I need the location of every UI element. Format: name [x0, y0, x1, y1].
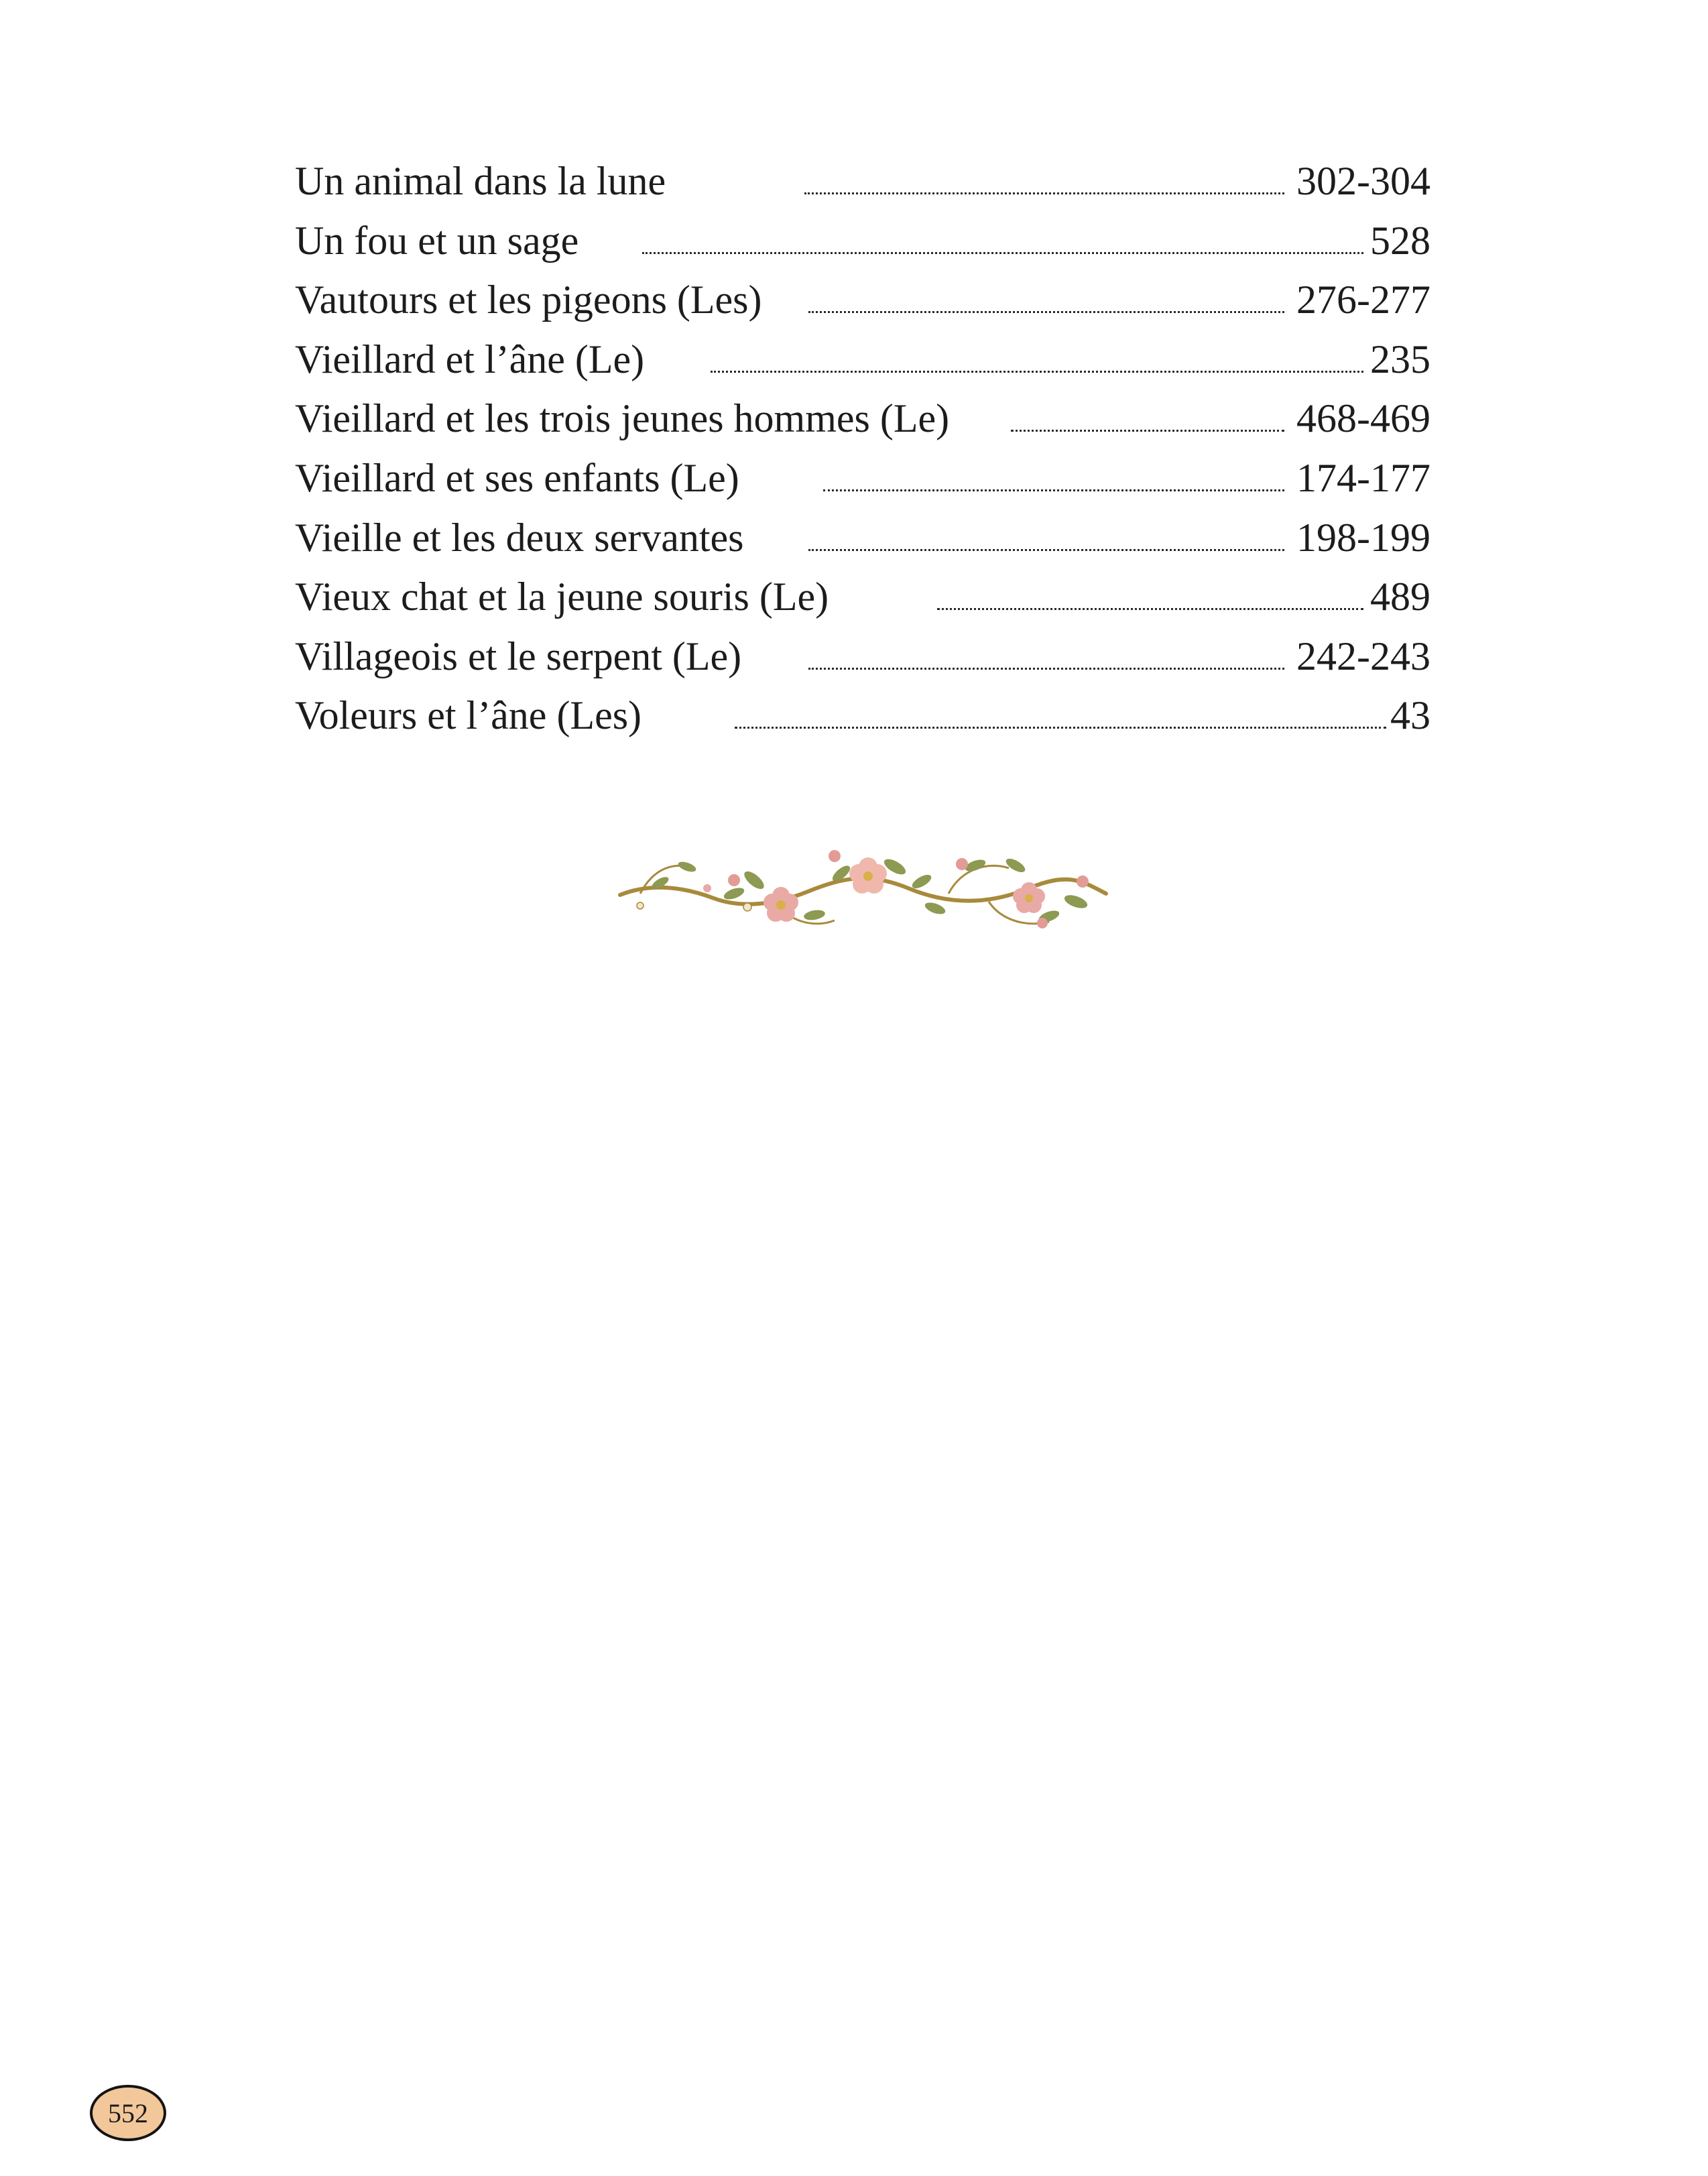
toc-entry-title: Vieille et les deux servantes: [295, 515, 744, 560]
toc-entry-pages: 198-199: [1296, 515, 1430, 560]
table-of-contents: [295, 152, 1430, 745]
toc-dot-leader: [642, 211, 1363, 271]
toc-entry-pages: 528: [1370, 218, 1430, 263]
toc-entry: [295, 389, 1430, 448]
page-number: 552: [108, 2098, 148, 2128]
toc-entry: [295, 508, 1430, 568]
toc-entry-title: Vieillard et l’âne (Le): [295, 337, 645, 381]
toc-entry-title: Vautours et les pigeons (Les): [295, 278, 762, 322]
toc-entry: [295, 448, 1430, 508]
page-number-badge: [90, 2085, 166, 2141]
toc-entry: [295, 270, 1430, 330]
toc-dot-leader: [808, 508, 1284, 568]
toc-dot-leader: [808, 270, 1284, 330]
toc-dot-leader: [808, 627, 1284, 686]
toc-entry: [295, 152, 1430, 211]
toc-dot-leader: [823, 448, 1284, 508]
toc-entry-title: Vieux chat et la jeune souris (Le): [295, 575, 829, 619]
toc-entry-pages: 174-177: [1296, 455, 1430, 500]
toc-entry-pages: 489: [1370, 575, 1430, 619]
toc-entry-title: Voleurs et l’âne (Les): [295, 693, 642, 738]
toc-dot-leader: [804, 152, 1284, 211]
toc-entry: [295, 211, 1430, 271]
toc-dot-leader: [1011, 389, 1284, 448]
toc-entry: [295, 686, 1430, 745]
toc-entry-pages: 235: [1370, 337, 1430, 381]
toc-dot-leader: [735, 686, 1386, 745]
toc-entry-title: Vieillard et les trois jeunes hommes (Le): [295, 396, 950, 441]
toc-entry-pages: 302-304: [1296, 159, 1430, 203]
toc-dot-leader: [937, 567, 1363, 627]
toc-entry: [295, 627, 1430, 686]
toc-dot-leader: [711, 330, 1363, 389]
toc-entry-pages: 242-243: [1296, 633, 1430, 678]
toc-entry: [295, 567, 1430, 627]
floral-vine-ornament-icon: [613, 841, 1109, 945]
toc-entry-pages: 468-469: [1296, 396, 1430, 441]
toc-entry-pages: 276-277: [1296, 278, 1430, 322]
toc-entry-title: Vieillard et ses enfants (Le): [295, 455, 739, 500]
toc-entry: [295, 330, 1430, 389]
toc-entry-pages: 43: [1390, 693, 1430, 738]
toc-entry-title: Un fou et un sage: [295, 218, 579, 263]
toc-entry-title: Un animal dans la lune: [295, 159, 666, 203]
toc-entry-title: Villageois et le serpent (Le): [295, 633, 742, 678]
